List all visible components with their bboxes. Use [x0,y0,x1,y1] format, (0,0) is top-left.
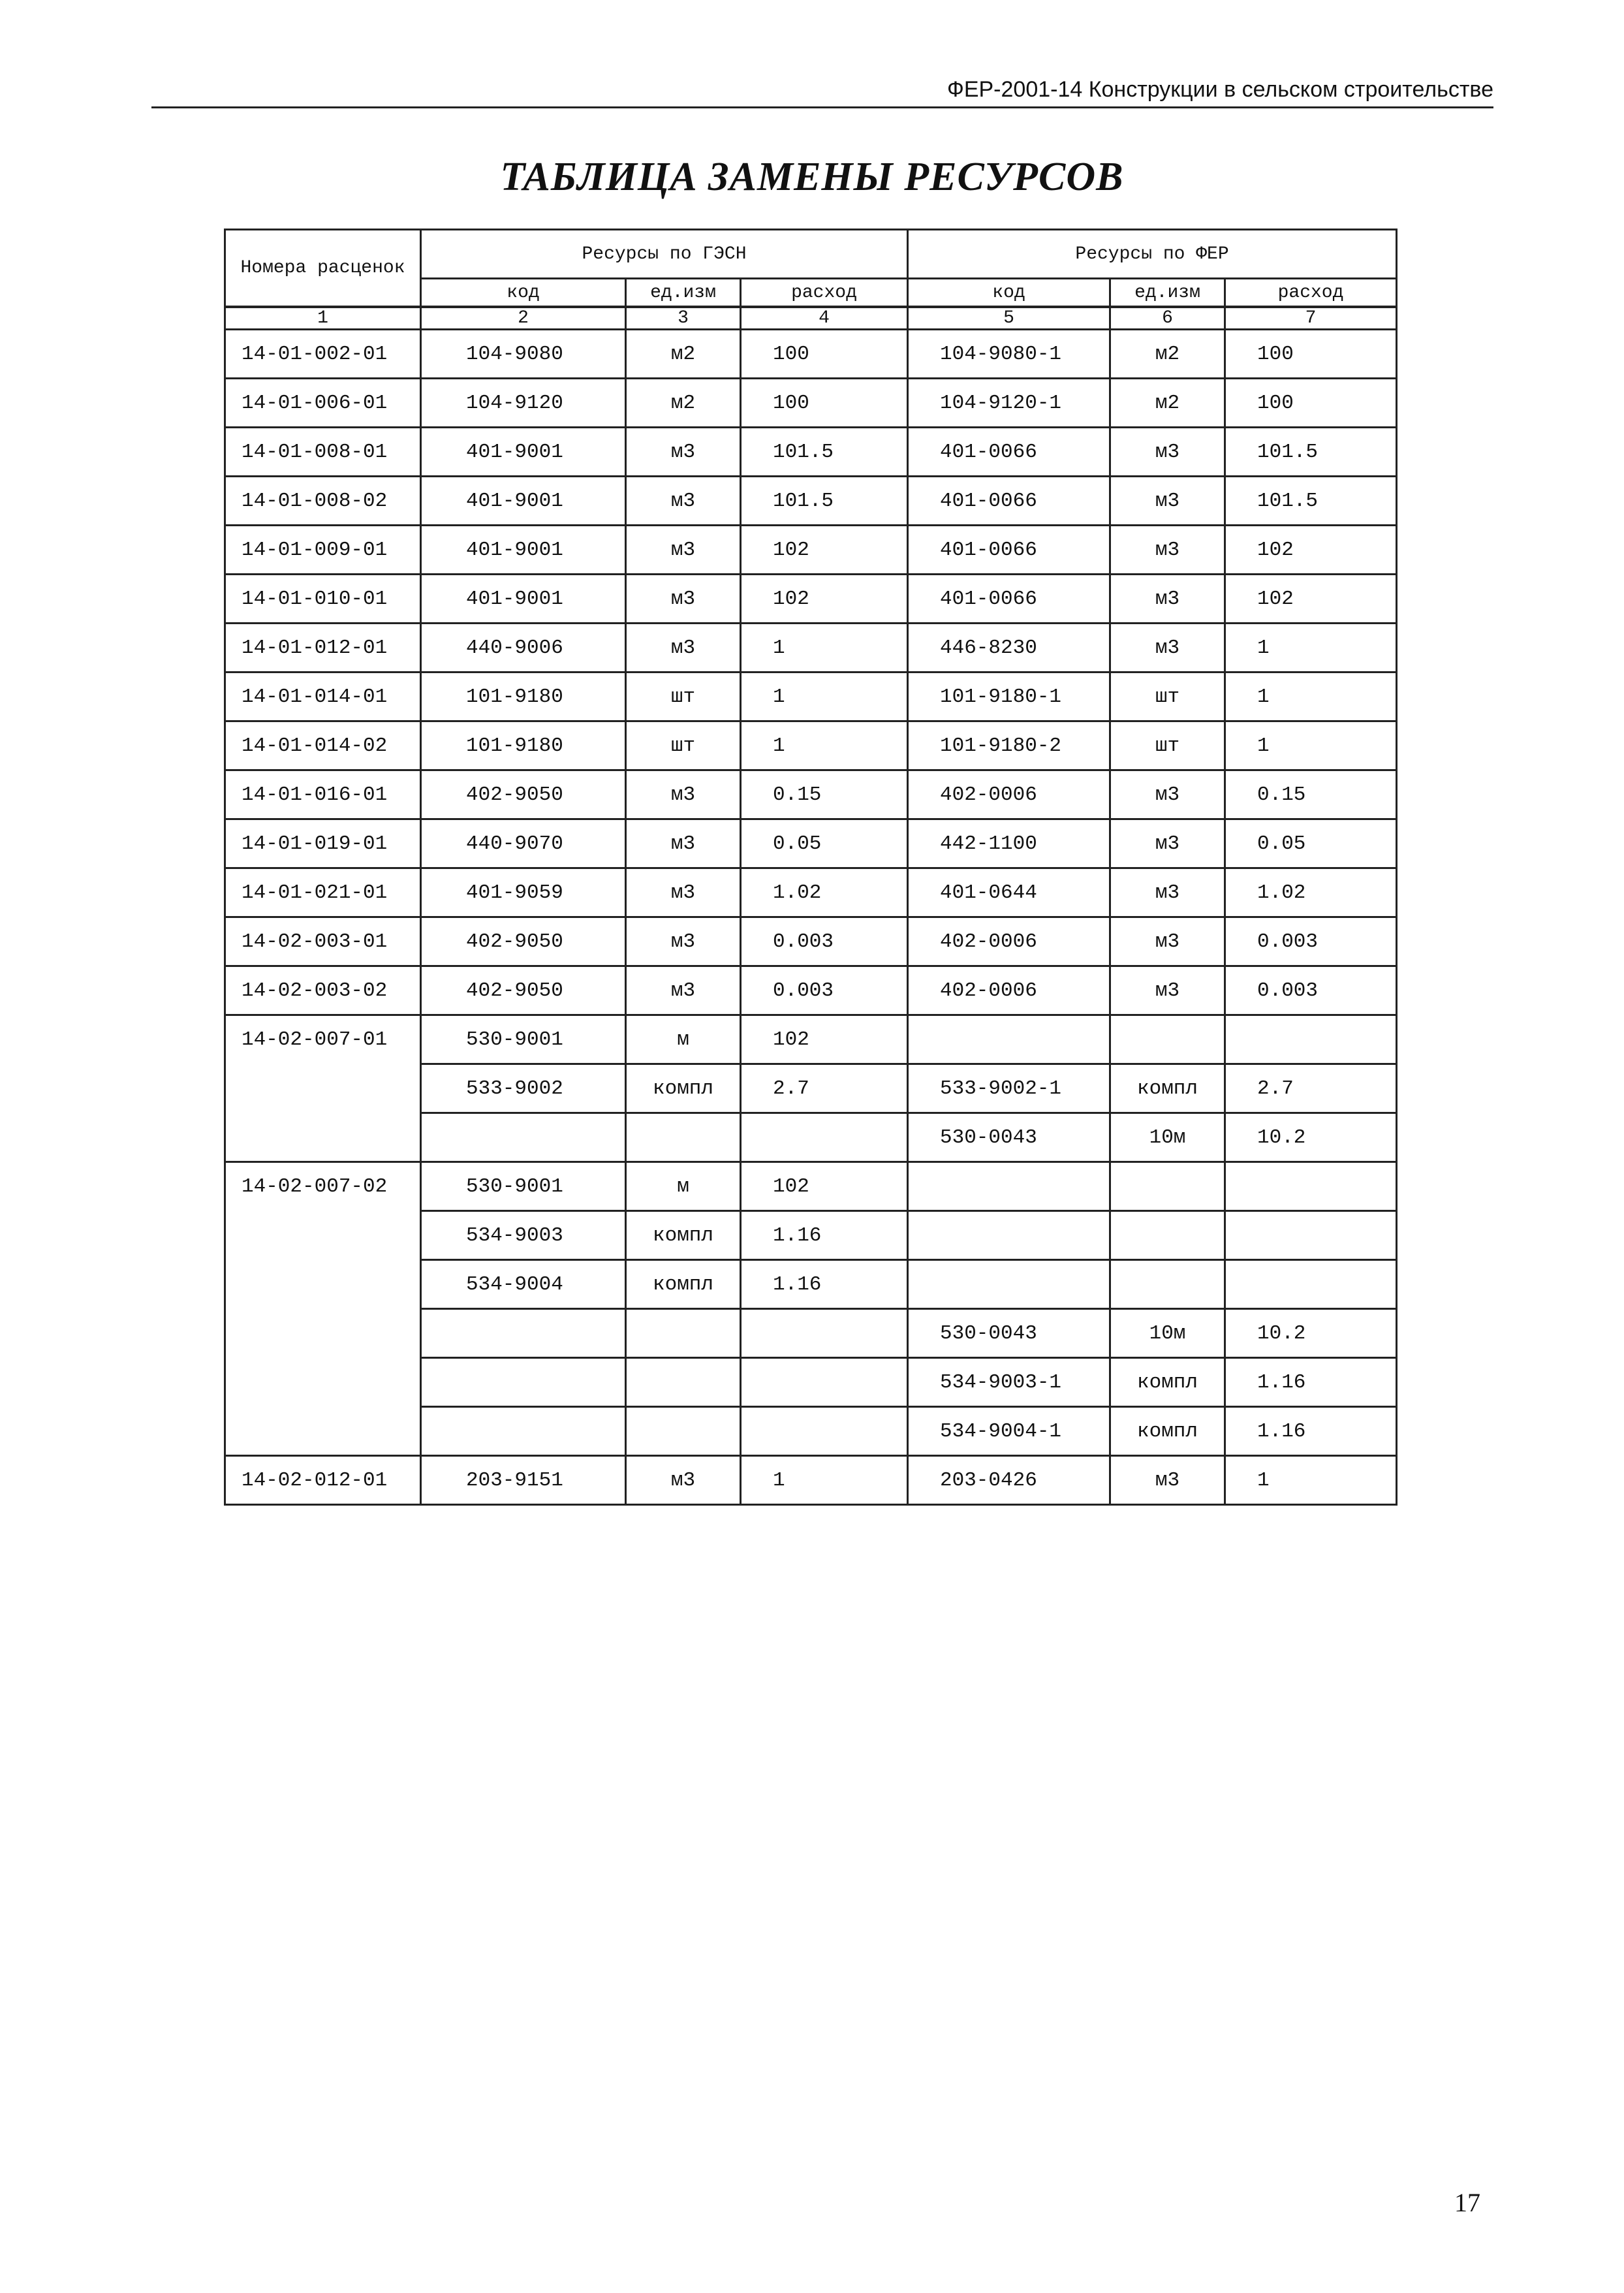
gesn-code-cell: 440-9006 [421,624,626,672]
gesn-unit-cell: м3 [626,917,741,966]
fer-unit-cell: шт [1110,672,1225,721]
fer-unit-cell: м3 [1110,624,1225,672]
fer-code-cell: 101-9180-2 [908,721,1110,770]
table-header [225,230,1397,330]
fer-unit-cell: м3 [1110,477,1225,526]
fer-qty-cell: 1 [1225,1456,1397,1505]
fer-code-cell: 401-0066 [908,526,1110,575]
gesn-unit-cell: м3 [626,1456,741,1505]
fer-qty-cell: 102 [1225,575,1397,624]
rate-number-cell: 14-01-014-01 [225,672,421,721]
rate-number-cell: 14-02-012-01 [225,1456,421,1505]
gesn-code-cell: 402-9050 [421,917,626,966]
gesn-qty-cell: 1 [741,672,908,721]
rate-number-cell [225,1407,421,1456]
rate-number-cell: 14-01-010-01 [225,575,421,624]
column-index: 1 [225,307,421,330]
gesn-qty-cell: 0.003 [741,966,908,1015]
fer-qty-cell: 2.7 [1225,1064,1397,1113]
rate-number-cell [225,1309,421,1358]
fer-unit-cell: м3 [1110,770,1225,819]
gesn-unit-cell: компл [626,1260,741,1309]
table-row [225,672,1397,721]
header-rule [151,106,1493,108]
rate-number-cell: 14-02-003-01 [225,917,421,966]
fer-code-cell: 402-0006 [908,770,1110,819]
gesn-qty-cell: 101.5 [741,428,908,477]
fer-qty-cell [1225,1162,1397,1211]
fer-qty-cell: 100 [1225,330,1397,379]
table-row [225,1064,1397,1113]
fer-qty-cell: 10.2 [1225,1309,1397,1358]
fer-unit-cell: м3 [1110,575,1225,624]
fer-unit-cell: м3 [1110,428,1225,477]
fer-qty-cell: 10.2 [1225,1113,1397,1162]
column-group-fer: Ресурсы по ФЕР [908,230,1397,279]
column-index: 7 [1225,307,1397,330]
gesn-code-cell [421,1113,626,1162]
table-row [225,917,1397,966]
running-header: ФЕР-2001-14 Конструкции в сельском строительстве [946,77,1493,102]
gesn-qty-cell [741,1309,908,1358]
fer-code-cell: 104-9080-1 [908,330,1110,379]
gesn-qty-cell: 0.15 [741,770,908,819]
rate-number-cell: 14-02-007-02 [225,1162,421,1211]
table-row [225,624,1397,672]
gesn-qty-cell: 102 [741,1162,908,1211]
gesn-qty-cell: 1 [741,1456,908,1505]
fer-qty-cell: 1 [1225,672,1397,721]
gesn-unit-cell: м3 [626,966,741,1015]
fer-qty-cell: 0.003 [1225,917,1397,966]
fer-qty-cell: 102 [1225,526,1397,575]
table-row [225,770,1397,819]
rate-number-cell: 14-01-009-01 [225,526,421,575]
fer-unit-cell [1110,1162,1225,1211]
fer-unit-cell: м3 [1110,526,1225,575]
fer-qty-cell: 1.02 [1225,868,1397,917]
gesn-unit-cell: компл [626,1211,741,1260]
gesn-qty-cell: 100 [741,379,908,428]
table-row [225,1015,1397,1064]
fer-code-cell: 401-0644 [908,868,1110,917]
rate-number-cell [225,1358,421,1407]
table-row [225,1309,1397,1358]
column-header-fer-unit: ед.изм [1110,279,1225,308]
fer-code-cell: 101-9180-1 [908,672,1110,721]
rate-number-cell [225,1064,421,1113]
gesn-qty-cell: 1.02 [741,868,908,917]
fer-qty-cell: 1 [1225,624,1397,672]
fer-code-cell: 534-9004-1 [908,1407,1110,1456]
gesn-code-cell: 401-9001 [421,526,626,575]
column-index: 5 [908,307,1110,330]
table-row [225,477,1397,526]
fer-unit-cell: м3 [1110,966,1225,1015]
fer-code-cell [908,1162,1110,1211]
resource-replacement-table [224,229,1398,1506]
page-number: 17 [1454,2188,1480,2217]
column-header-gesn-unit: ед.изм [626,279,741,308]
rate-number-cell: 14-01-019-01 [225,819,421,868]
fer-code-cell: 402-0006 [908,966,1110,1015]
fer-qty-cell: 1.16 [1225,1407,1397,1456]
fer-qty-cell: 101.5 [1225,428,1397,477]
gesn-code-cell: 534-9003 [421,1211,626,1260]
table-row [225,1456,1397,1505]
gesn-code-cell: 101-9180 [421,721,626,770]
rate-number-cell: 14-02-007-01 [225,1015,421,1064]
gesn-unit-cell [626,1113,741,1162]
gesn-qty-cell: 0.003 [741,917,908,966]
gesn-unit-cell: м [626,1015,741,1064]
fer-code-cell: 104-9120-1 [908,379,1110,428]
fer-code-cell: 203-0426 [908,1456,1110,1505]
column-group-gesn: Ресурсы по ГЭСН [421,230,908,279]
gesn-unit-cell: м2 [626,330,741,379]
fer-qty-cell: 101.5 [1225,477,1397,526]
gesn-unit-cell: м3 [626,477,741,526]
rate-number-cell [225,1211,421,1260]
fer-unit-cell: 10м [1110,1113,1225,1162]
table-body [225,330,1397,1505]
gesn-qty-cell: 102 [741,526,908,575]
column-header-fer-qty: расход [1225,279,1397,308]
rate-number-cell [225,1113,421,1162]
fer-unit-cell: компл [1110,1358,1225,1407]
gesn-unit-cell: м3 [626,428,741,477]
gesn-code-cell: 533-9002 [421,1064,626,1113]
gesn-code-cell: 104-9120 [421,379,626,428]
gesn-unit-cell: м3 [626,575,741,624]
table-row [225,526,1397,575]
gesn-code-cell [421,1358,626,1407]
gesn-unit-cell: м3 [626,526,741,575]
fer-qty-cell: 0.15 [1225,770,1397,819]
gesn-qty-cell [741,1113,908,1162]
gesn-unit-cell: шт [626,672,741,721]
table-row [225,1113,1397,1162]
gesn-unit-cell [626,1407,741,1456]
fer-code-cell: 402-0006 [908,917,1110,966]
fer-code-cell: 401-0066 [908,575,1110,624]
fer-qty-cell: 0.003 [1225,966,1397,1015]
gesn-unit-cell: м2 [626,379,741,428]
gesn-code-cell: 104-9080 [421,330,626,379]
fer-code-cell [908,1260,1110,1309]
gesn-qty-cell: 100 [741,330,908,379]
gesn-qty-cell: 2.7 [741,1064,908,1113]
fer-unit-cell [1110,1015,1225,1064]
gesn-qty-cell: 1 [741,624,908,672]
gesn-code-cell: 401-9059 [421,868,626,917]
table-row [225,379,1397,428]
gesn-unit-cell: м3 [626,819,741,868]
gesn-code-cell: 440-9070 [421,819,626,868]
gesn-code-cell: 401-9001 [421,477,626,526]
fer-code-cell [908,1015,1110,1064]
rate-number-cell: 14-01-021-01 [225,868,421,917]
fer-qty-cell: 1 [1225,721,1397,770]
gesn-code-cell: 530-9001 [421,1015,626,1064]
gesn-qty-cell: 1.16 [741,1260,908,1309]
column-index: 3 [626,307,741,330]
rate-number-cell: 14-01-008-02 [225,477,421,526]
rate-number-cell: 14-01-006-01 [225,379,421,428]
gesn-qty-cell: 102 [741,575,908,624]
gesn-qty-cell [741,1358,908,1407]
fer-code-cell: 446-8230 [908,624,1110,672]
table-row [225,330,1397,379]
fer-qty-cell [1225,1260,1397,1309]
gesn-unit-cell: м [626,1162,741,1211]
table-row [225,1211,1397,1260]
fer-unit-cell: м2 [1110,330,1225,379]
fer-code-cell: 533-9002-1 [908,1064,1110,1113]
fer-unit-cell: компл [1110,1064,1225,1113]
rate-number-cell: 14-01-008-01 [225,428,421,477]
fer-code-cell: 401-0066 [908,428,1110,477]
fer-unit-cell: 10м [1110,1309,1225,1358]
gesn-unit-cell: м3 [626,770,741,819]
gesn-qty-cell [741,1407,908,1456]
fer-qty-cell [1225,1211,1397,1260]
fer-unit-cell: м3 [1110,1456,1225,1505]
table-row [225,575,1397,624]
table-row [225,1358,1397,1407]
fer-unit-cell [1110,1260,1225,1309]
fer-unit-cell: компл [1110,1407,1225,1456]
gesn-unit-cell [626,1309,741,1358]
fer-unit-cell: шт [1110,721,1225,770]
table-row [225,966,1397,1015]
gesn-code-cell: 534-9004 [421,1260,626,1309]
gesn-unit-cell: м3 [626,624,741,672]
fer-qty-cell: 0.05 [1225,819,1397,868]
fer-code-cell [908,1211,1110,1260]
rate-number-cell: 14-01-016-01 [225,770,421,819]
column-header-numbers: Номера расценок [225,230,421,308]
rate-number-cell: 14-02-003-02 [225,966,421,1015]
gesn-qty-cell: 102 [741,1015,908,1064]
table-row [225,1407,1397,1456]
table-row [225,868,1397,917]
column-header-fer-code: код [908,279,1110,308]
fer-code-cell: 442-1100 [908,819,1110,868]
fer-code-cell: 534-9003-1 [908,1358,1110,1407]
fer-qty-cell [1225,1015,1397,1064]
gesn-code-cell: 203-9151 [421,1456,626,1505]
table-row [225,1260,1397,1309]
gesn-qty-cell: 0.05 [741,819,908,868]
gesn-code-cell: 401-9001 [421,575,626,624]
fer-unit-cell: м3 [1110,868,1225,917]
fer-unit-cell: м2 [1110,379,1225,428]
rate-number-cell: 14-01-014-02 [225,721,421,770]
gesn-unit-cell: м3 [626,868,741,917]
page-title: ТАБЛИЦА ЗАМЕНЫ РЕСУРСОВ [500,155,1124,199]
fer-unit-cell [1110,1211,1225,1260]
gesn-code-cell: 401-9001 [421,428,626,477]
table-row [225,819,1397,868]
table-row [225,428,1397,477]
column-index: 2 [421,307,626,330]
fer-qty-cell: 1.16 [1225,1358,1397,1407]
table-row [225,1162,1397,1211]
rate-number-cell [225,1260,421,1309]
gesn-code-cell: 101-9180 [421,672,626,721]
column-header-gesn-code: код [421,279,626,308]
gesn-code-cell: 402-9050 [421,770,626,819]
fer-unit-cell: м3 [1110,819,1225,868]
fer-qty-cell: 100 [1225,379,1397,428]
rate-number-cell: 14-01-012-01 [225,624,421,672]
column-index: 6 [1110,307,1225,330]
column-header-gesn-qty: расход [741,279,908,308]
gesn-qty-cell: 101.5 [741,477,908,526]
gesn-code-cell [421,1309,626,1358]
gesn-unit-cell: компл [626,1064,741,1113]
fer-code-cell: 530-0043 [908,1113,1110,1162]
column-index: 4 [741,307,908,330]
fer-unit-cell: м3 [1110,917,1225,966]
gesn-unit-cell: шт [626,721,741,770]
fer-code-cell: 401-0066 [908,477,1110,526]
gesn-qty-cell: 1 [741,721,908,770]
gesn-unit-cell [626,1358,741,1407]
gesn-code-cell [421,1407,626,1456]
fer-code-cell: 530-0043 [908,1309,1110,1358]
table-row [225,721,1397,770]
gesn-code-cell: 402-9050 [421,966,626,1015]
rate-number-cell: 14-01-002-01 [225,330,421,379]
gesn-code-cell: 530-9001 [421,1162,626,1211]
gesn-qty-cell: 1.16 [741,1211,908,1260]
